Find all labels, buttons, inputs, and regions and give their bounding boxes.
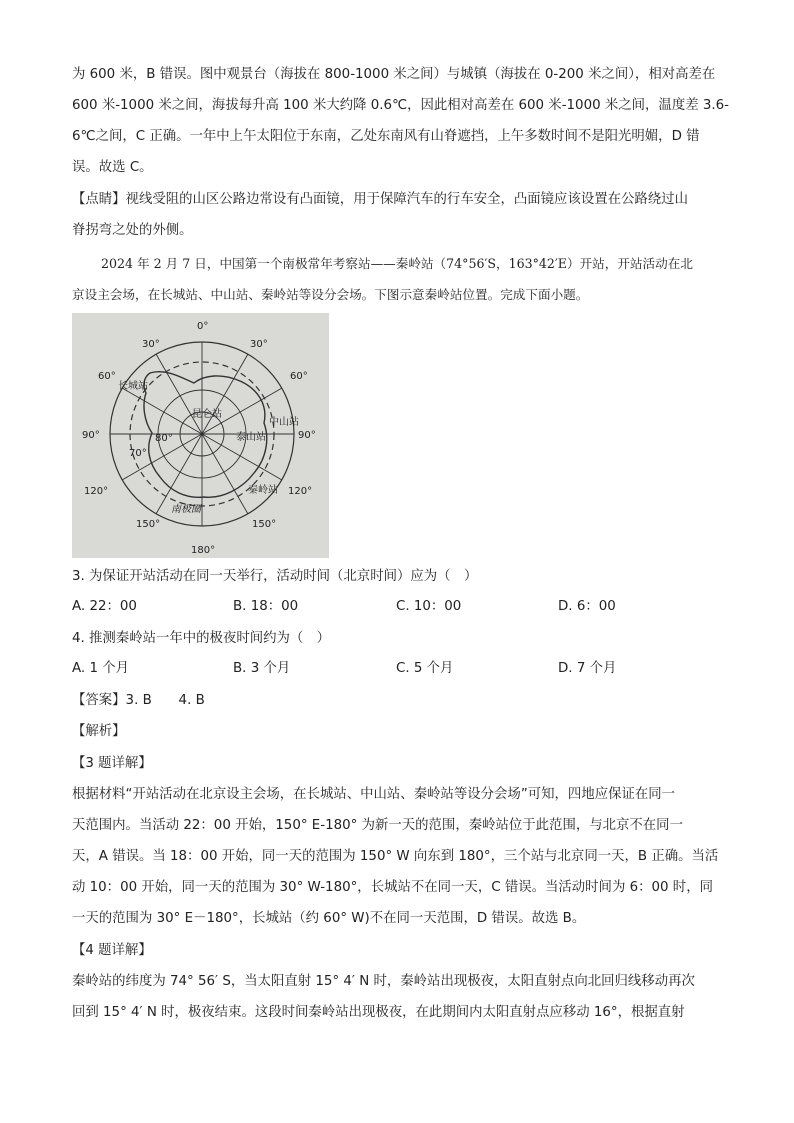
map-label: 120° bbox=[84, 486, 109, 497]
analysis-heading: 【解析】 bbox=[72, 724, 126, 739]
map-label: 120° bbox=[288, 486, 313, 497]
map-label: 中山站 bbox=[269, 417, 299, 428]
paragraph-line: 为 600 米，B 错误。图中观景台（海拔在 800-1000 米之间）与城镇（海拔在 0-200 米之间），相对高差在 bbox=[72, 67, 716, 82]
map-label: 150° bbox=[252, 519, 277, 530]
intro-line: 2024 年 2 月 7 日，中国第一个南极常年考察站——秦岭站（74°56′S，163°42′E）开站，开站活动在北 bbox=[101, 256, 693, 271]
paragraph-line: 误。故选 C。 bbox=[72, 160, 153, 175]
tip-line: 【点睛】视线受阻的山区公路边常设有凸面镜，用于保障汽车的行车安全，凸面镜应该设置在公路绕过山 bbox=[72, 192, 688, 207]
map-label: 180° bbox=[191, 545, 216, 556]
map-label: 70° bbox=[129, 448, 147, 459]
map-label: 90° bbox=[82, 430, 100, 441]
tip-line: 脊拐弯之处的外侧。 bbox=[72, 223, 193, 238]
map-label: 秦岭站 bbox=[248, 485, 278, 496]
detail-line: 一天的范围为 30° E－180°，长城站（约 60° W)不在同一天范围，D 错误。故选 B。 bbox=[72, 911, 586, 926]
intro-line: 京设主会场，在长城站、中山站、秦岭站等设分会场。下图示意秦岭站位置。完成下面小题。 bbox=[72, 287, 589, 302]
detail-heading: 【3 题详解】 bbox=[72, 756, 152, 771]
question-stem: 4. 推测秦岭站一年中的极夜时间约为（ ） bbox=[72, 631, 331, 646]
detail-line: 天范围内。当活动 22：00 开始，150° E-180° 为新一天的范围，秦岭站位于此范围，与北京不在同一 bbox=[72, 818, 683, 833]
option-b: B. 3 个月 bbox=[233, 661, 291, 676]
detail-line: 根据材料“开站活动在北京设主会场，在长城站、中山站、秦岭站等设分会场”可知，四地应保证在同一 bbox=[72, 787, 676, 802]
map-label: 150° bbox=[136, 519, 161, 530]
detail-line: 动 10：00 开始，同一天的范围为 30° W-180°，长城站不在同一天，C 错误。当活动时间为 6：00 时，同 bbox=[72, 880, 713, 895]
answer-line: 【答案】3. B 4. B bbox=[72, 693, 205, 708]
map-label: 0° bbox=[197, 321, 209, 332]
antarctica-map bbox=[72, 313, 329, 558]
question-stem: 3. 为保证开站活动在同一天举行，活动时间（北京时间）应为（ ） bbox=[72, 569, 478, 584]
map-label: 60° bbox=[290, 371, 308, 382]
map-label: 30° bbox=[250, 339, 268, 350]
option-a: A. 22：00 bbox=[72, 599, 137, 614]
option-b: B. 18：00 bbox=[233, 599, 299, 614]
paragraph-line: 600 米-1000 米之间，海拔每升高 100 米大约降 0.6℃，因此相对高差在 600 米-1000 米之间，温度差 3.6- bbox=[72, 98, 729, 113]
map-label: 泰山站 bbox=[236, 432, 266, 443]
map-label: 90° bbox=[298, 430, 316, 441]
map-label: 80° bbox=[155, 433, 173, 444]
option-c: C. 5 个月 bbox=[396, 661, 454, 676]
map-label: 长城站 bbox=[118, 381, 148, 392]
option-d: D. 6：00 bbox=[558, 599, 616, 614]
map-label: 昆仑站 bbox=[192, 409, 222, 420]
detail-line: 天，A 错误。当 18：00 开始，同一天的范围为 150° W 向东到 180°，三个站与北京同一天，B 正确。当活 bbox=[72, 849, 719, 864]
detail-heading: 【4 题详解】 bbox=[72, 943, 152, 958]
detail-line: 回到 15° 4′ N 时，极夜结束。这段时间秦岭站出现极夜，在此期间内太阳直射点应移动 16°，根据直射 bbox=[72, 1005, 685, 1020]
detail-line: 秦岭站的纬度为 74° 56′ S，当太阳直射 15° 4′ N 时，秦岭站出现极夜，太阳直射点向北回归线移动再次 bbox=[72, 974, 695, 989]
map-label: 南极圈 bbox=[171, 504, 201, 515]
option-d: D. 7 个月 bbox=[558, 661, 617, 676]
paragraph-line: 6℃之间，C 正确。一年中上午太阳位于东南，乙处东南风有山脊遮挡，上午多数时间不是阳光明媚，D 错 bbox=[72, 129, 700, 144]
map-label: 30° bbox=[142, 339, 160, 350]
option-c: C. 10：00 bbox=[396, 599, 462, 614]
map-label: 60° bbox=[98, 371, 116, 382]
option-a: A. 1 个月 bbox=[72, 661, 129, 676]
